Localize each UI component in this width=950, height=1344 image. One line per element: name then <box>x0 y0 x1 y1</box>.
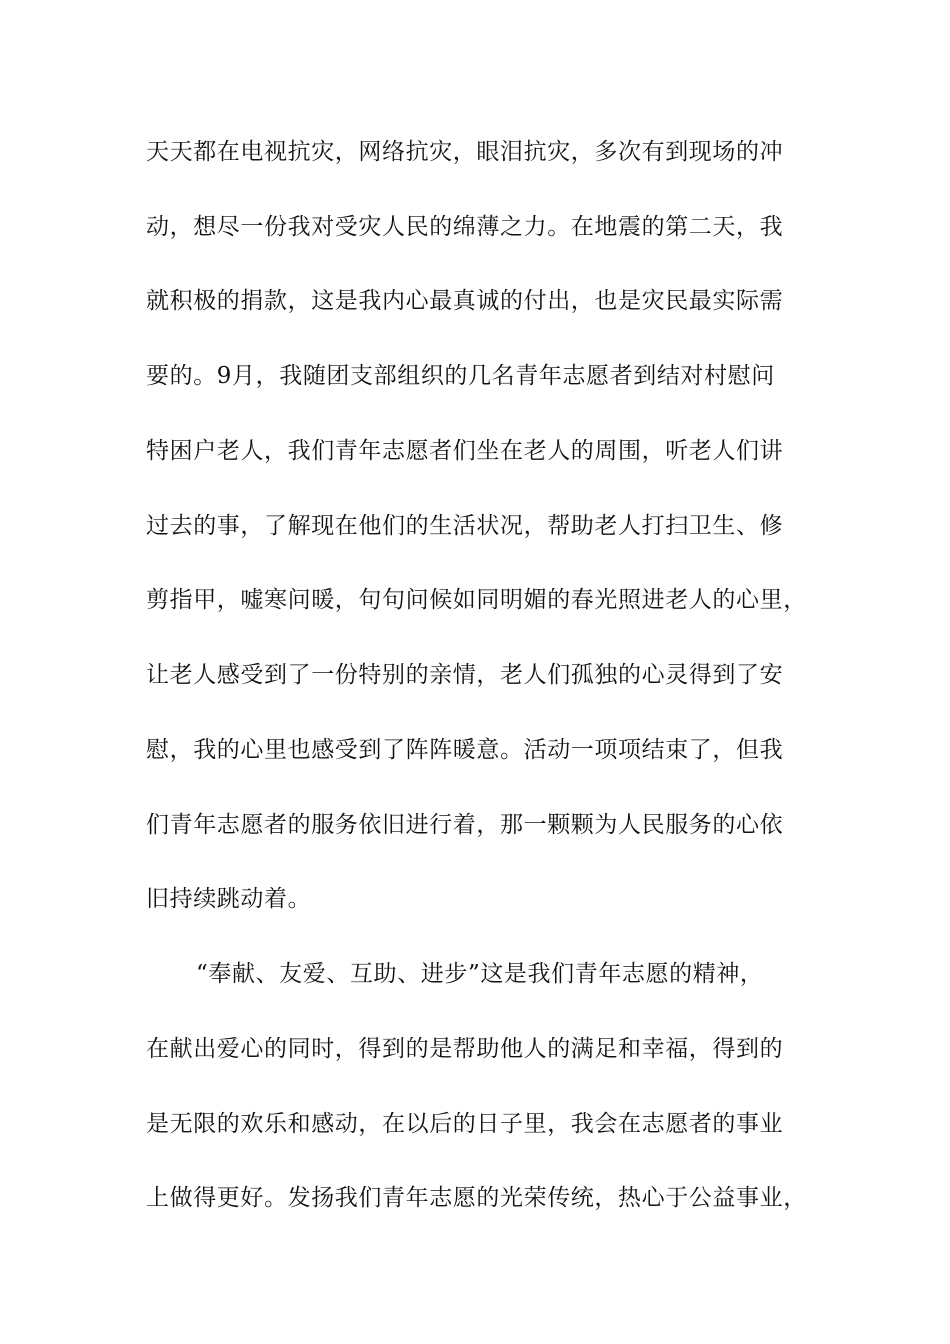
text-line: 过去的事，了解现在他们的生活状况，帮助老人打扫卫生、修 <box>146 513 784 539</box>
text-line: 剪指甲，嘘寒问暖，句句问候如同明媚的春光照进老人的心里， <box>146 587 807 613</box>
text-line: 要的。9月，我随团支部组织的几名青年志愿者到结对村慰问 <box>146 363 775 389</box>
paragraph-first-line: “奉献、友爱、互助、进步”这是我们青年志愿的精神， <box>196 961 764 987</box>
text-line: 让老人感受到了一份特别的亲情，老人们孤独的心灵得到了安 <box>146 662 784 688</box>
text-line: 是无限的欢乐和感动，在以后的日子里，我会在志愿者的事业 <box>146 1111 784 1137</box>
text-line: 天天都在电视抗灾，网络抗灾，眼泪抗灾，多次有到现场的冲 <box>146 139 784 165</box>
text-line: 们青年志愿者的服务依旧进行着，那一颗颗为人民服务的心依 <box>146 812 784 838</box>
text-line: 特困户老人，我们青年志愿者们坐在老人的周围，听老人们讲 <box>146 438 784 464</box>
text-line: 在献出爱心的同时，得到的是帮助他人的满足和幸福，得到的 <box>146 1036 784 1062</box>
text-line: 动，想尽一份我对受灾人民的绵薄之力。在地震的第二天，我 <box>146 214 784 240</box>
text-line: 旧持续跳动着。 <box>146 886 312 912</box>
text-line: 上做得更好。发扬我们青年志愿的光荣传统，热心于公益事业， <box>146 1185 807 1211</box>
text-line: 就积极的捐款，这是我内心最真诚的付出，也是灾民最实际需 <box>146 288 784 314</box>
text-line: 慰，我的心里也感受到了阵阵暖意。活动一项项结束了，但我 <box>146 737 784 763</box>
